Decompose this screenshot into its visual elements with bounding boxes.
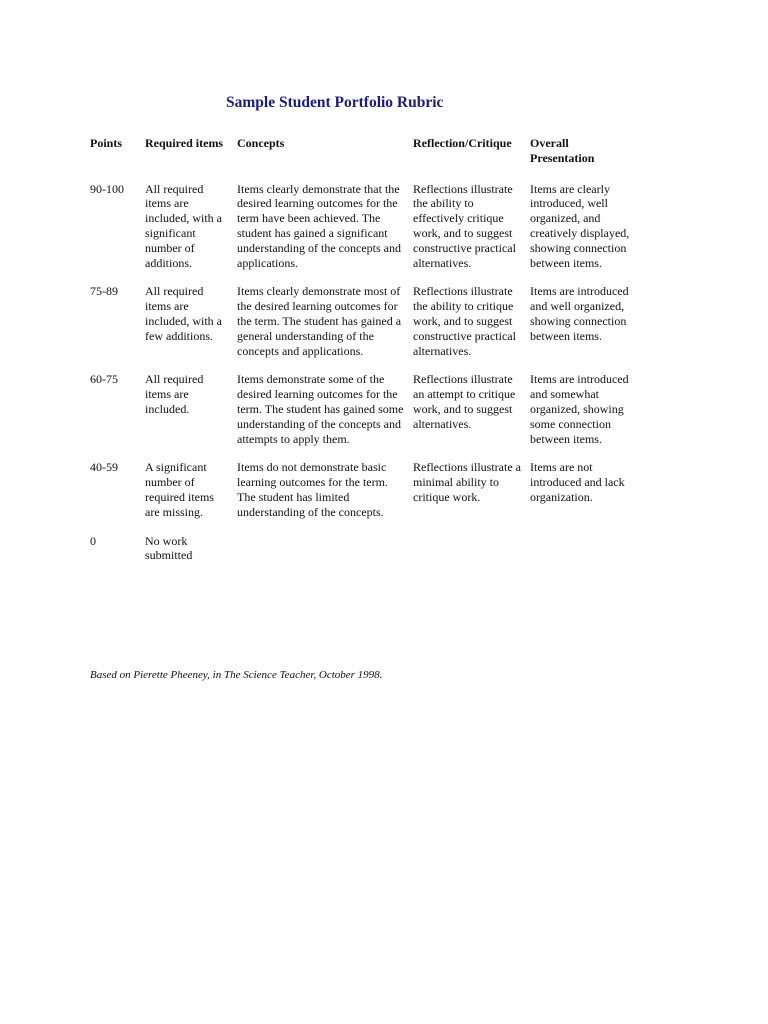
cell-points: 60-75	[90, 372, 118, 387]
cell-reflection: Reflections illustrate a minimal ability to critique work.	[413, 460, 521, 504]
cell-concepts: Items demonstrate some of the desired learning outcomes for the term. The student has gained some understanding of the concepts and attempts to apply them.	[237, 372, 404, 446]
cell-overall: Items are introduced and well organized, showing connection between items.	[530, 284, 629, 343]
table-header-row	[86, 136, 636, 182]
cell-required-items: All required items are included.	[145, 372, 204, 416]
cell-overall: Items are not introduced and lack organization.	[530, 460, 625, 504]
table-row	[86, 372, 636, 460]
cell-points: 90-100	[90, 181, 124, 196]
cell-reflection	[409, 534, 526, 578]
cell-required-items: All required items are included, with a few additions.	[145, 284, 222, 343]
header-reflection-critique: Reflection/Critique	[413, 136, 512, 150]
cell-reflection: Reflections illustrate an attempt to critique work, and to suggest alternatives.	[413, 372, 516, 431]
cell-points: 0	[90, 533, 96, 548]
table-row	[86, 284, 636, 372]
table-row	[86, 460, 636, 533]
cell-overall: Items are clearly introduced, well organized, and creatively displayed, showing connection between items.	[530, 181, 630, 270]
cell-concepts	[233, 534, 409, 578]
header-overall-presentation: Overall Presentation	[530, 136, 595, 165]
source-citation: Based on Pierette Pheeney, in The Science Teacher, October 1998.	[90, 669, 383, 681]
header-required-items: Required items	[145, 136, 224, 150]
cell-points: 40-59	[90, 460, 118, 475]
cell-overall: Items are introduced and somewhat organized, showing some connection between items.	[530, 372, 629, 446]
cell-required-items: All required items are included, with a significant number of additions.	[145, 181, 222, 270]
cell-reflection: Reflections illustrate the ability to effectively critique work, and to suggest constructive practical alternatives.	[413, 181, 516, 270]
cell-concepts: Items clearly demonstrate most of the desired learning outcomes for the term. The student has gained a general understanding of the concepts and applications.	[237, 284, 402, 358]
header-points: Points	[90, 136, 123, 150]
cell-points: 75-89	[90, 284, 118, 299]
cell-overall	[526, 534, 636, 578]
table-row	[86, 534, 636, 578]
cell-concepts: Items do not demonstrate basic learning outcomes for the term. The student has limited understanding of the concepts.	[237, 460, 388, 519]
cell-required-items: A significant number of required items are missing.	[145, 460, 214, 519]
cell-concepts: Items clearly demonstrate that the desired learning outcomes for the term have been achieved. The student has gained a significant understanding of the concepts and applications.	[237, 181, 401, 270]
rubric-table	[86, 136, 636, 577]
cell-required-items: No work submitted	[145, 533, 193, 563]
table-row	[86, 182, 636, 285]
page-title: Sample Student Portfolio Rubric	[226, 94, 444, 111]
header-concepts: Concepts	[237, 136, 285, 150]
cell-reflection: Reflections illustrate the ability to critique work, and to suggest constructive practical alternatives.	[413, 284, 516, 358]
